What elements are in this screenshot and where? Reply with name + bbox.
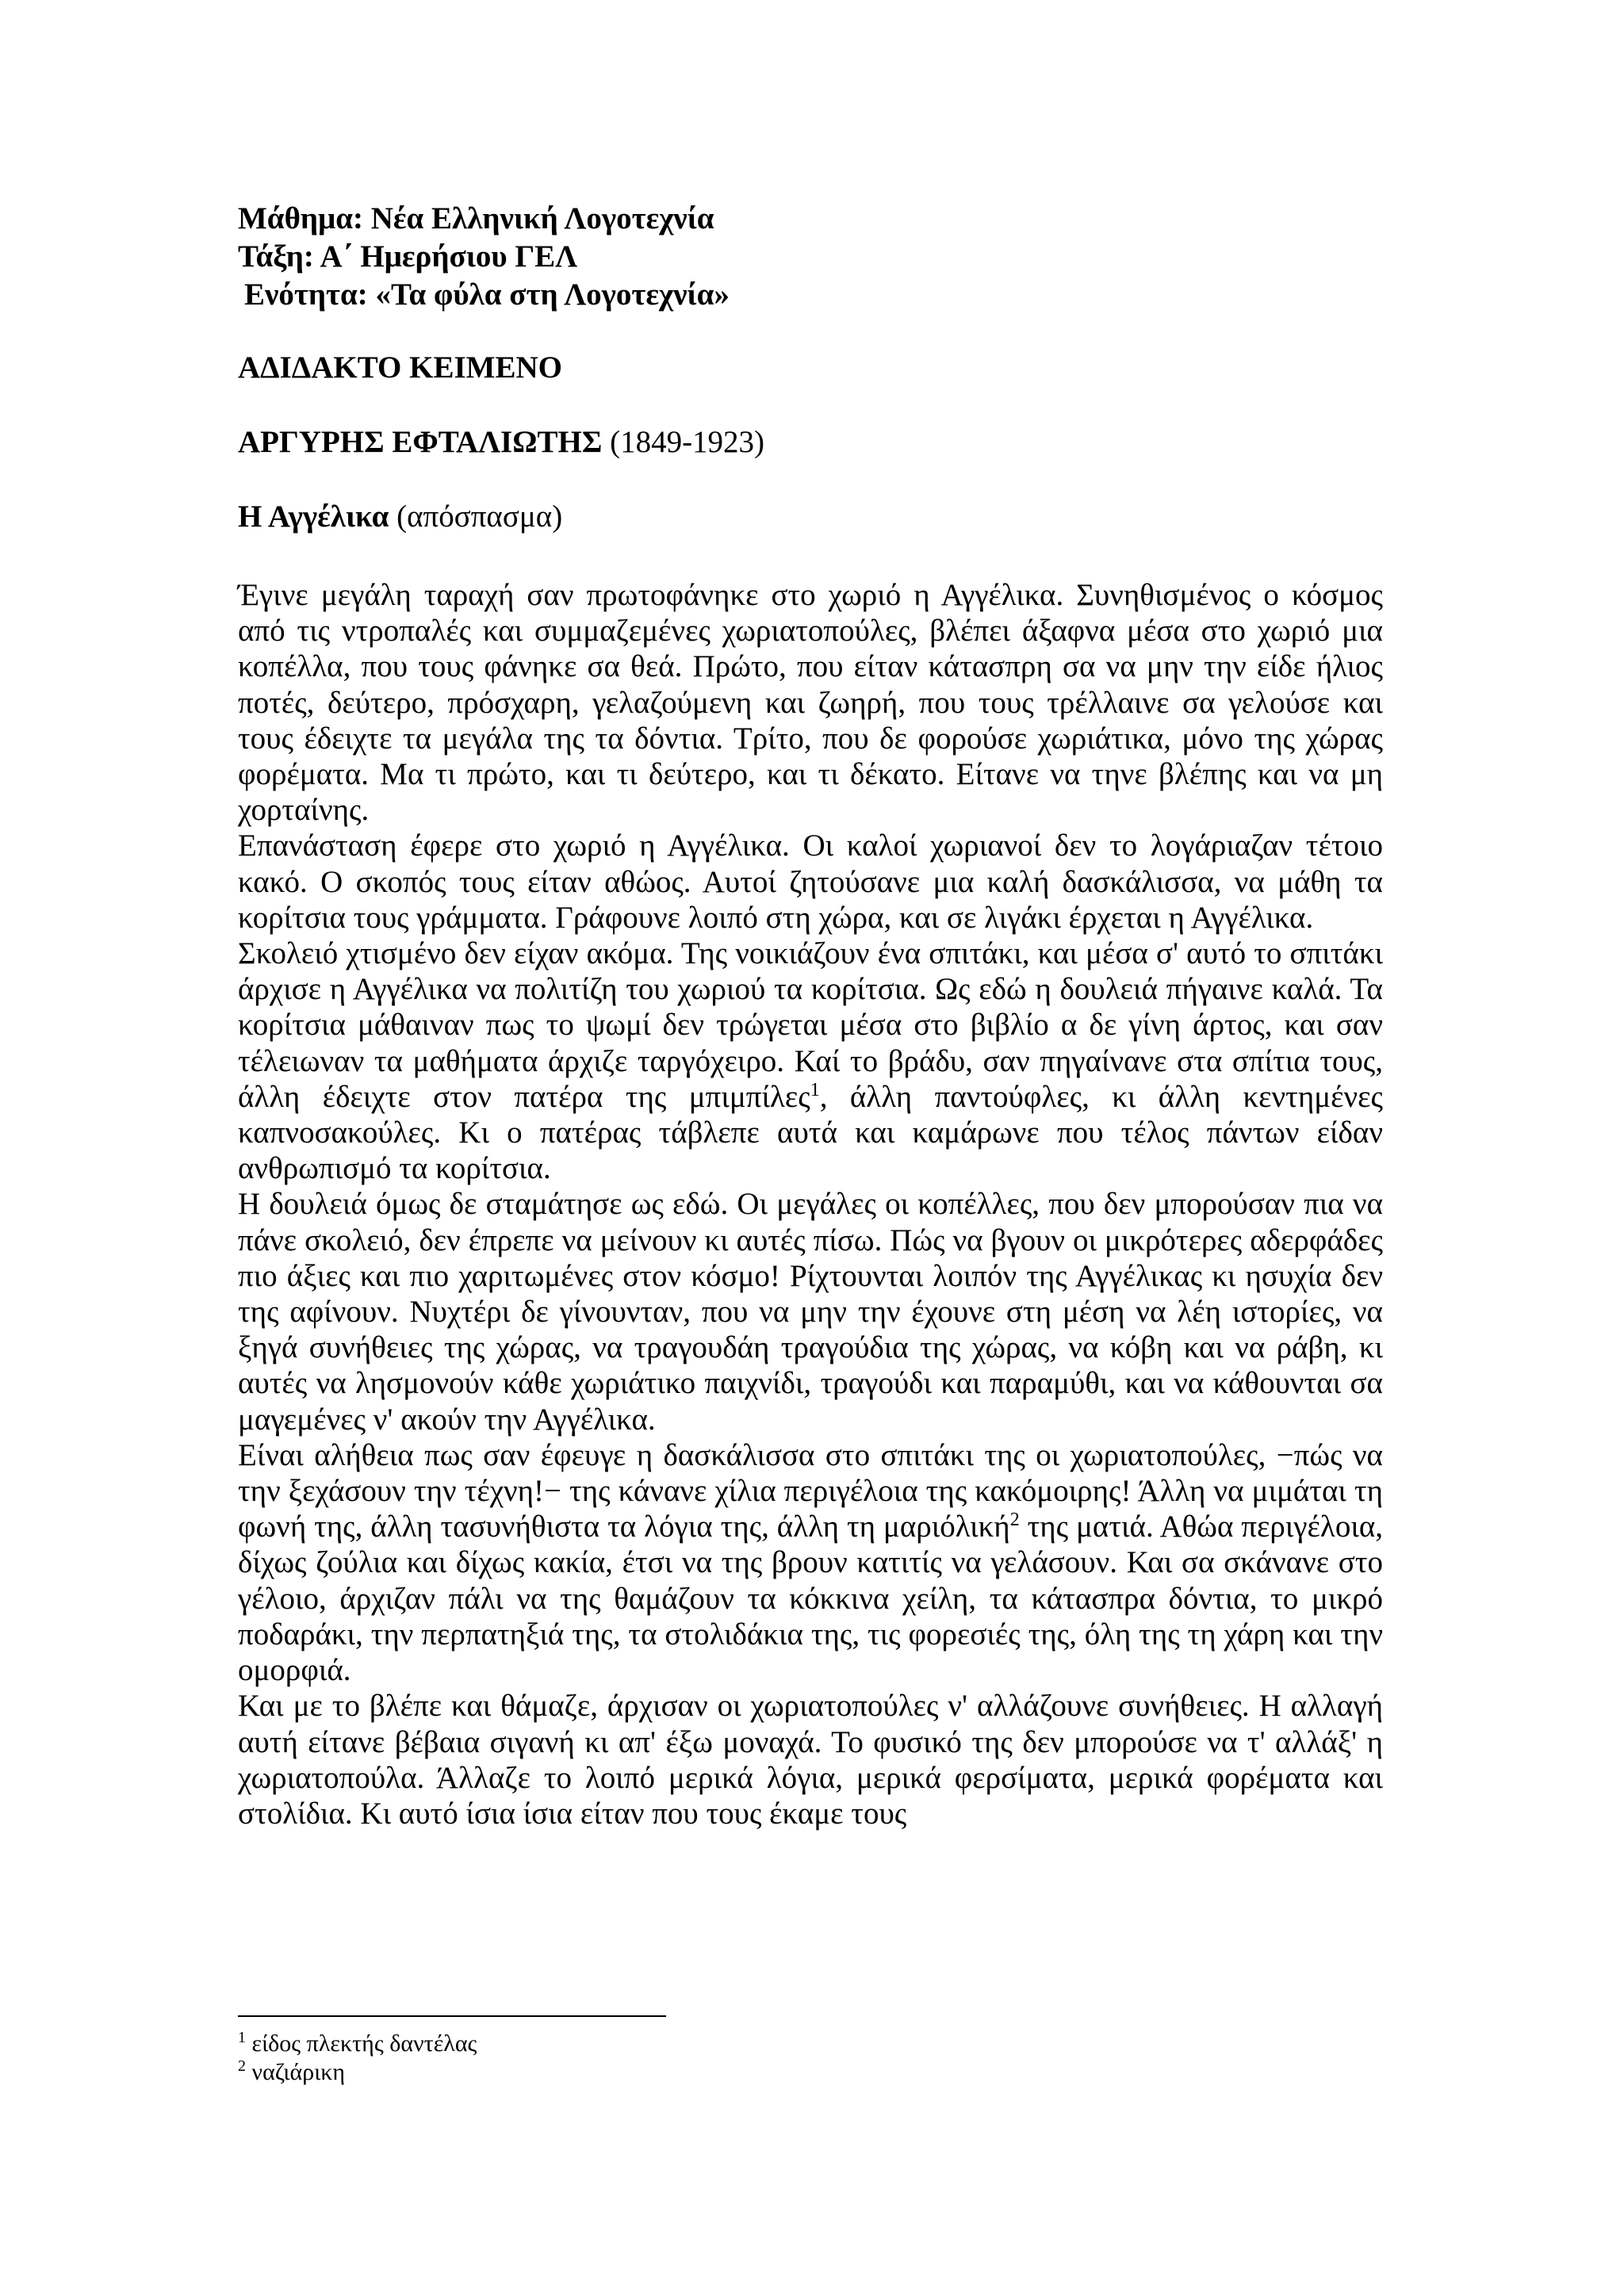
unit-line: Ενότητα: «Τα φύλα στη Λογοτεχνία» — [244, 277, 730, 312]
footnote-2 — [238, 2058, 477, 2087]
paragraph-3 — [238, 936, 1383, 1186]
section-title — [238, 349, 562, 387]
footnote-2-text: ναζιάρικη — [251, 2059, 346, 2085]
subject-line: Μάθημα: Νέα Ελληνική Λογοτεχνία — [238, 201, 714, 235]
document-header — [238, 200, 730, 314]
author-line — [238, 423, 764, 461]
section-title-text: ΑΔΙΔΑΚΤΟ ΚΕΙΜΕΝΟ — [238, 350, 562, 385]
footnote-ref-2[interactable]: 2 — [1009, 1510, 1020, 1531]
paragraph-3-part-2: , άλλη παντούφλες, κι άλλη κεντημένες καπνοσακούλες. Κι ο πατέρας τάβλεπε αυτά και καμάρωνε που τέλος πάντων είδαν ανθρωπισμό τα κορίτσια. — [238, 1079, 1383, 1186]
paragraph-5-part-1: Είναι αλήθεια πως σαν έφευγε η δασκάλισσα στο σπιτάκι της οι χωριατοπούλες, −πώς να την ξεχάσουν την τέχνη!− της κάνανε χίλια περιγέλοια της κακόμοιρης! Άλλη να μιμάται τη φωνή της, άλλη τασυνήθιστα τα λόγια της, άλλη τη μαριόλική — [238, 1437, 1383, 1544]
work-note: (απόσπασμα) — [396, 499, 563, 534]
class-line: Τάξη: Α΄ Ημερήσιου ΓΕΛ — [238, 239, 578, 274]
paragraph-5 — [238, 1437, 1383, 1688]
paragraph-2: Επανάσταση έφερε στο χωριό η Αγγέλικα. Οι καλοί χωριανοί δεν το λογάριαζαν τέτοιο κακό. Ο σκοπός τους είταν αθώος. Αυτοί ζητούσανε μια καλή δασκάλισσα, να μάθη τα κορίτσια τους γράμματα. Γράφουνε λοιπό στη χώρα, και σε λιγάκι έρχεται η Αγγέλικα. — [238, 828, 1383, 935]
author-name: ΑΡΓΥΡΗΣ ΕΦΤΑΛΙΩΤΗΣ — [238, 425, 603, 459]
work-title-line — [238, 498, 562, 536]
footnote-1-number: 1 — [238, 2029, 246, 2046]
work-title: Η Αγγέλικα — [238, 499, 389, 534]
paragraph-1: Έγινε μεγάλη ταραχή σαν πρωτοφάνηκε στο χωριό η Αγγέλικα. Συνηθισμένος ο κόσμος από τις ντροπαλές και συμμαζεμένες χωριατοπούλες, βλέπει άξαφνα μέσα στο χωριό μια κοπέλλα, που τους φάνηκε σα θεά. Πρώτο, που είταν κάτασπρη σα να μην την είδε ήλιος ποτές, δεύτερο, πρόσχαρη, γελαζούμενη και ζωηρή, που τους τρέλλαινε σα γελούσε και τους έδειχτε τα μεγάλα της τα δόντια. Τρίτο, που δε φορούσε χωριάτικα, μόνο της χώρας φορέματα. Μα τι πρώτο, και τι δεύτερο, και τι δέκατο. Είτανε να τηνε βλέπης και να μη χορταίνης. — [238, 578, 1383, 828]
footnotes — [238, 2030, 477, 2087]
footnote-divider — [238, 2015, 666, 2017]
footnote-2-number: 2 — [238, 2057, 246, 2075]
footnote-1-text: είδος πλεκτής δαντέλας — [251, 2030, 477, 2057]
paragraph-4: Η δουλειά όμως δε σταμάτησε ως εδώ. Οι μεγάλες οι κοπέλλες, που δεν μπορούσαν πια να πάνε σκολειό, δεν έπρεπε να μείνουν κι αυτές πίσω. Πώς να βγουν οι μικρότερες αδερφάδες πιο άξιες και πιο χαριτωμένες στον κόσμο! Ρίχτουνται λοιπόν της Αγγέλικας κι ησυχία δεν της αφίνουν. Νυχτέρι δε γίνουνταν, που να μην την έχουνε στη μέση να λέη ιστορίες, να ξηγά συνήθειες της χώρας, να τραγουδάη τραγούδια της χώρας, να κόβη και να ράβη, κι αυτές να λησμονούν κάθε χωριάτικο παιχνίδι, τραγούδι και παραμύθι, και να κάθουνται σα μαγεμένες ν' ακούν την Αγγέλικα. — [238, 1187, 1383, 1437]
author-years: (1849-1923) — [610, 425, 765, 459]
main-text — [238, 577, 1383, 1831]
footnote-1 — [238, 2030, 477, 2058]
paragraph-6: Και με το βλέπε και θάμαζε, άρχισαν οι χωριατοπούλες ν' αλλάζουνε συνήθειες. Η αλλαγή αυτή είτανε βέβαια σιγανή κι απ' έξω μοναχά. Το φυσικό της δεν μπορούσε να τ' αλλάξ' η χωριατοπούλα. Άλλαζε το λοιπό μερικά λόγια, μερικά φερσίματα, μερικά φορέματα και στολίδια. Κι αυτό ίσια ίσια είταν που τους έκαμε τους — [238, 1689, 1383, 1831]
footnote-ref-1[interactable]: 1 — [810, 1079, 820, 1100]
paragraph-3-part-1: Σκολειό χτισμένο δεν είχαν ακόμα. Της νοικιάζουν ένα σπιτάκι, και μέσα σ' αυτό το σπιτάκι άρχισε η Αγγέλικα να πολιτίζη του χωριού τα κορίτσια. Ως εδώ η δουλειά πήγαινε καλά. Τα κορίτσια μάθαιναν πως το ψωμί δεν τρώγεται μέσα στο βιβλίο α δε γίνη άρτος, και σαν τέλειωναν τα μαθήματα άρχιζε ταργόχειρο. Καί το βράδυ, σαν πηγαίνανε στα σπίτια τους, άλλη έδειχτε στον πατέρα της μπιμπίλες — [238, 936, 1383, 1114]
paragraph-5-part-2: της ματιά. Αθώα περιγέλοια, δίχως ζούλια και δίχως κακία, έτσι να της βρουν κατιτίς να γελάσουν. Και σα σκάνανε στο γέλοιο, άρχιζαν πάλι να της θαμάζουν τα κόκκινα χείλη, τα κάτασπρα δόντια, το μικρό ποδαράκι, την περπατηξιά της, τα στολιδάκια της, τις φορεσιές της, όλη της τη χάρη και την ομορφιά. — [238, 1510, 1384, 1688]
